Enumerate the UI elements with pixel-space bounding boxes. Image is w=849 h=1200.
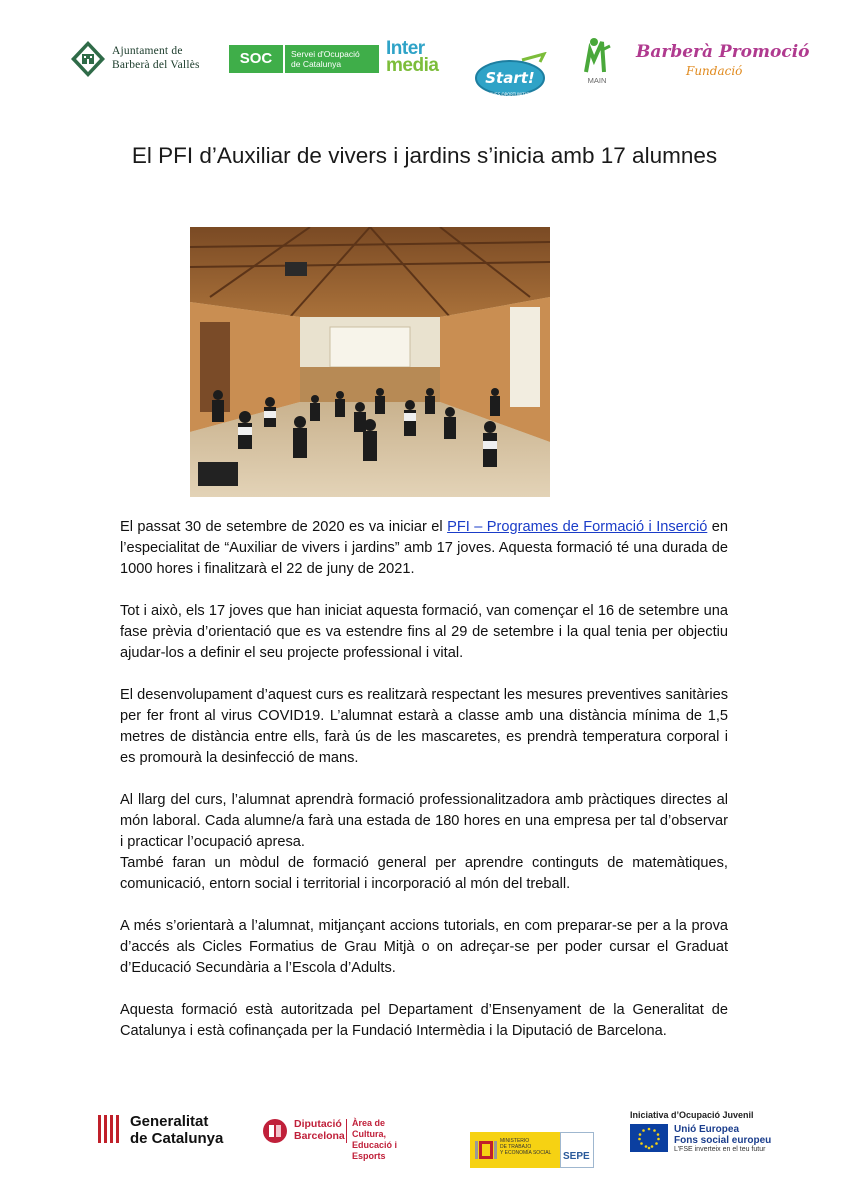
article-body: [120, 517, 728, 1063]
pfi-link[interactable]: PFI – Programes de Formació i Inserció: [447, 519, 708, 535]
ministerio-logo: [470, 1132, 560, 1168]
paragraph-4: Al llarg del curs, l’alumnat aprendrà formació professionalitzadora amb pràctiques directes al món laboral. Cada alumne/a farà una estada de 180 hores en una empresa per tal d’observar i practicar l’ocupació apresa.: [120, 792, 728, 850]
intermedia-logo: [386, 40, 458, 80]
eu-line1: Unió Europea: [674, 1124, 740, 1135]
soc-line2: de Catalunya: [291, 59, 342, 69]
diputacio-emblem-icon: [262, 1117, 288, 1145]
barbera-line2: Fundació: [686, 64, 743, 78]
paragraph-1: [120, 517, 728, 580]
diputacio-line2: Barcelona: [294, 1130, 345, 1142]
soc-text: [285, 45, 379, 73]
start-badge-icon: [472, 52, 554, 100]
eu-logo: [630, 1110, 780, 1166]
paragraph-6: A més s’orientarà a l’alumnat, mitjançant accions tutorials, en com preparar-se per a la prova d’accés als Cicles Formatius de Grau Mitjà o on adreçar-se per poder cursar el Graduat d’Educació Secundària a l’Escola d’Adults.: [120, 918, 728, 976]
classroom-photo-image: [190, 227, 550, 497]
ajuntament-line2: Barberà del Vallès: [112, 59, 200, 71]
paragraph-5: També faran un mòdul de formació general per aprendre continguts de matemàtiques, comunicació, entorn social i territorial i incorporació al món del treball.: [120, 855, 728, 892]
soc-line1: Servei d'Ocupació: [291, 49, 360, 59]
barbera-line1: Barberà Promoció: [636, 42, 810, 62]
paragraph-2: Tot i això, els 17 joves que han iniciat aquesta formació, van començar el 16 de setembre una fase prèvia d’orientació que es va estendre fins al 29 de setembre i la qual tenia per objectiu ajudar-los a definir el seu projecte professional i vital.: [120, 603, 728, 661]
ajuntament-shield-icon: [70, 40, 106, 78]
sepe-logo: [560, 1132, 594, 1168]
ministerio-line3: Y ECONOMÍA SOCIAL: [500, 1150, 552, 1156]
sepe-label: SEPE: [563, 1151, 590, 1162]
main-figure-icon: [572, 36, 622, 76]
barbera-promocio-logo: [636, 42, 810, 82]
diputacio-logo: [262, 1115, 412, 1161]
ajuntament-logo: [70, 40, 210, 80]
eu-line2: Fons social europeu: [674, 1135, 772, 1146]
page-title: El PFI d’Auxiliar de vivers i jardins s’inicia amb 17 alumnes: [131, 143, 718, 168]
classroom-photo: [190, 227, 550, 497]
start-label: Start!: [485, 69, 535, 87]
intermedia-line1: Inter: [386, 38, 425, 59]
diputacio-area1: Àrea de Cultura,: [352, 1118, 387, 1139]
generalitat-logo: [96, 1111, 246, 1151]
diputacio-area2: Educació i Esports: [352, 1140, 398, 1161]
p1-before: El passat 30 de setembre de 2020 es va iniciar el: [120, 519, 448, 535]
eu-flag-icon: [630, 1124, 668, 1152]
ajuntament-line1: Ajuntament de: [112, 45, 183, 57]
intermedia-line2: media: [386, 55, 439, 76]
paragraph-7: Aquesta formació està autoritzada pel Departament d’Ensenyament de la Generalitat de Catalunya i està cofinançada per la Fundació Intermèdia i la Diputació de Barcelona.: [120, 1002, 728, 1039]
ministerio-line1: MINISTERIO: [500, 1138, 530, 1144]
eu-line0: Iniciativa d’Ocupació Juvenil: [630, 1110, 754, 1120]
generalitat-emblem-icon: [96, 1113, 122, 1145]
main-logo: [572, 36, 622, 88]
diputacio-line1: Diputació: [294, 1118, 342, 1130]
p1-after: en l’especialitat de “Auxiliar de vivers i jardins” amb 17 joves. Aquesta formació té una durada de 1000 hores i finalitzarà el 22 de juny de 2021.: [120, 519, 728, 577]
diputacio-divider: [346, 1119, 347, 1143]
soc-abbr: SOC: [229, 45, 283, 73]
soc-logo: [229, 45, 379, 73]
start-tagline: JOVES OPORTUNITATS: [488, 92, 532, 97]
paragraph-3: El desenvolupament d’aquest curs es realitzarà respectant les mesures preventives sanitàries per fer front al virus COVID19. L’alumnat estarà a classe amb una distància mínima de 1,5 metres de distància entre ells, farà ús de les mascaretes, es prendrà temperatura corporal i es promourà la desinfecció de mans.: [120, 687, 728, 766]
generalitat-line2: de Catalunya: [130, 1130, 224, 1147]
start-logo: [472, 52, 554, 100]
generalitat-line1: Generalitat: [130, 1113, 209, 1130]
ministerio-line2: DE TRABAJO: [500, 1144, 532, 1150]
spain-coat-of-arms-icon: [473, 1135, 499, 1165]
eu-line3: L’FSE inverteix en el teu futur: [674, 1146, 766, 1153]
main-label: MAIN: [587, 76, 607, 85]
